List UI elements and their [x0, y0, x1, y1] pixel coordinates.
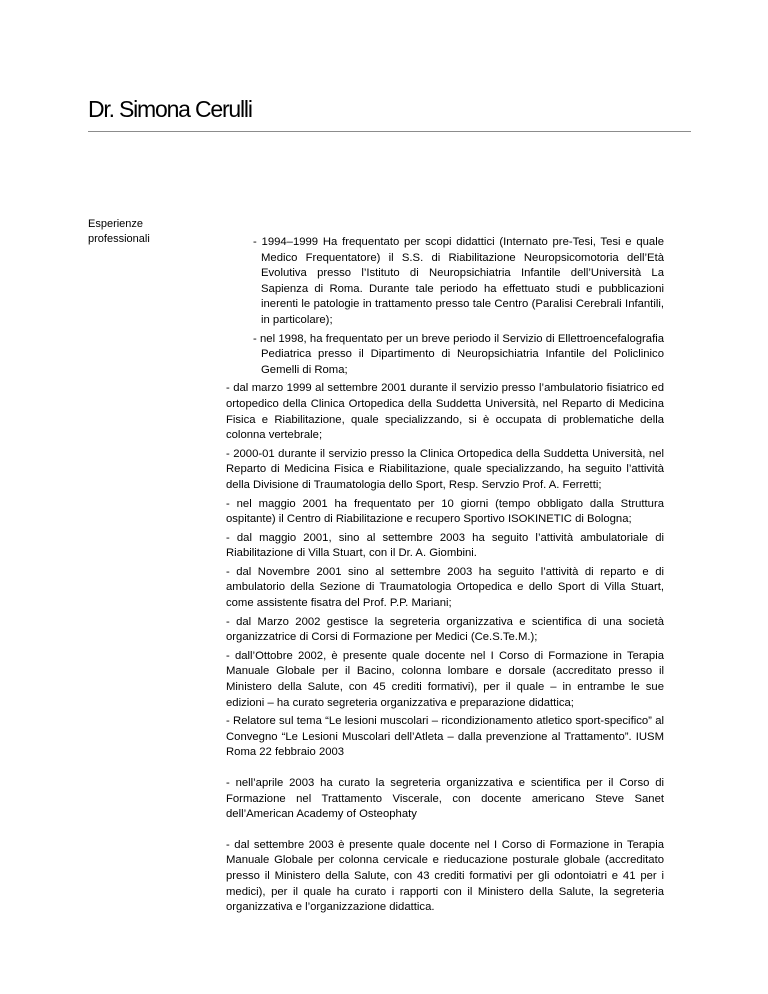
- section-label-line2: professionali: [88, 233, 150, 245]
- experience-entry: - 1994–1999 Ha frequentato per scopi didattici (Internato pre-Tesi, Tesi e quale Medico Frequentatore) il S.S. di Riabilitazione Neuropsicomotoria dell’Età Evolutiva presso l’Istituto di Neuropsichiatria Infantile dell’Università La Sapienza di Roma. Durante tale periodo ha effettuato studi e pubblicazioni inerenti le patologie in trattamento presso tale Centro (Paralisi Cerebrali Infantili, in particolare);: [253, 236, 664, 326]
- experience-list: [226, 235, 664, 919]
- section-label: [88, 217, 208, 247]
- section-label-line1: Esperienze: [88, 218, 144, 230]
- experience-entry: - dall’Ottobre 2002, è presente quale docente nel I Corso di Formazione in Terapia Manuale Globale per il Bacino, colonna lombare e dorsale (accreditato presso il Ministero della Salute, con 45 crediti formativi), per il quale – in entrambe le sue edizioni – ha curato segreteria organizzativa e preparazione didattica;: [226, 649, 664, 709]
- experience-entry: - nell’aprile 2003 ha curato la segreteria organizzativa e scientifica per il Corso di Formazione nel Trattamento Viscerale, con docente americano Steve Sanet dell’American Academy of Osteophaty: [226, 777, 664, 821]
- experience-entry: - 2000-01 durante il servizio presso la Clinica Ortopedica della Suddetta Università, nel Reparto di Medicina Fisica e Riabilitazione, quale specializzando, ha seguito l’attività della Divisione di Traumatologia dello Sport, Resp. Servzio Prof. A. Ferretti;: [226, 447, 664, 491]
- experience-entry: - dal Marzo 2002 gestisce la segreteria organizzativa e scientifica di una società organizzatrice di Corsi di Formazione per Medici (Ce.S.Te.M.);: [226, 615, 664, 644]
- experience-entry: - dal marzo 1999 al settembre 2001 durante il servizio presso l’ambulatorio fisiatrico ed ortopedico della Clinica Ortopedica della Suddetta Università, nel Reparto di Medicina Fisica e Riabilitazione, quale specializzando, si è occupata di problematiche della colonna vertebrale;: [226, 382, 664, 442]
- experience-entry: - nel maggio 2001 ha frequentato per 10 giorni (tempo obbligato dalla Struttura ospitante) il Centro di Riabilitazione e recupero Sportivo ISOKINETIC di Bologna;: [226, 497, 664, 526]
- experience-entry: - Relatore sul tema “Le lesioni muscolari – ricondizionamento atletico sport-specifico” al Convegno “Le Lesioni Muscolari dell’Atleta – dalla prevenzione al Trattamento”. IUSM Roma 22 febbraio 2003: [226, 715, 664, 759]
- experience-entry: - dal Novembre 2001 sino al settembre 2003 ha seguito l’attività di reparto e di ambulatorio della Sezione di Traumatologia Ortopedica e dello Sport di Villa Stuart, come assistente fisatra del Prof. P.P. Mariani;: [226, 565, 664, 610]
- experience-entry: - dal maggio 2001, sino al settembre 2003 ha seguito l’attività ambulatoriale di Riabilitazione di Villa Stuart, con il Dr. A. Giombini.: [226, 531, 664, 560]
- experience-entry: - nel 1998, ha frequentato per un breve periodo il Servizio di Ellettroencefalografia Pediatrica presso il Dipartimento di Neuropsichiatria Infantile del Policlinico Gemelli di Roma;: [253, 332, 664, 376]
- page-title: Dr. Simona Cerulli: [88, 96, 252, 122]
- experience-entry: - dal settembre 2003 è presente quale docente nel I Corso di Formazione in Terapia Manuale Globale per colonna cervicale e rieducazione posturale globale (accreditato presso il Ministero della Salute, con 43 crediti formativi per gli odontoiatri e 41 per i medici), per il quale ha curato i rapporti con il Ministero della Salute, la segreteria organizzativa e l’organizzazione didattica.: [226, 838, 664, 914]
- title-divider: [88, 131, 691, 132]
